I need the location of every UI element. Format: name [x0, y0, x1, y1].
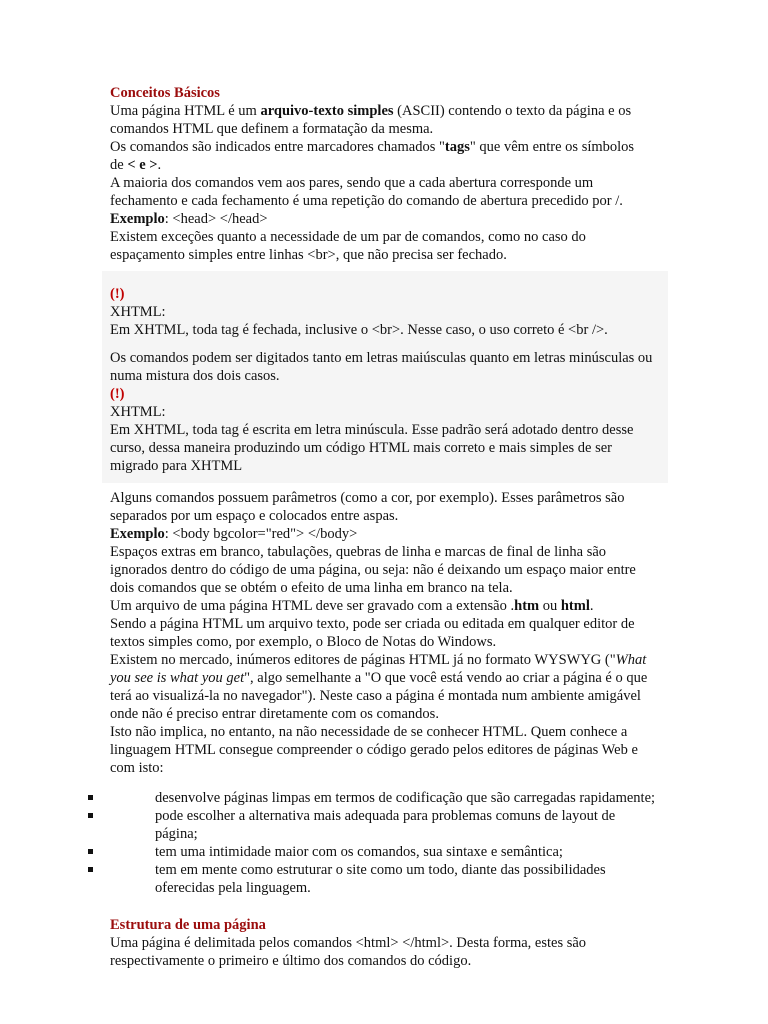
text-run: .: [157, 157, 162, 173]
square-bullet-icon: [88, 849, 93, 854]
example-label: Exemplo: [110, 526, 165, 542]
warning-mark: (!): [110, 386, 125, 402]
list-item: [88, 807, 658, 843]
example-label: Exemplo: [110, 211, 165, 227]
text-run: (ASCII) contendo o texto da página e os comandos HTML que definem a formatação da mesma.: [110, 103, 632, 137]
text-run: Existem no mercado, inúmeros editores de páginas HTML já no formato WYSWYG (": [110, 652, 616, 668]
text-run: .: [589, 598, 594, 614]
paragraph-tags: [110, 138, 658, 174]
bold-term: < e >: [127, 157, 158, 173]
paragraph-extension: [110, 597, 658, 615]
list-item-text: desenvolve páginas limpas em termos de codificação que são carregadas rapidamente;: [155, 790, 656, 806]
square-bullet-icon: [88, 795, 93, 800]
bold-term: htm: [514, 598, 540, 614]
paragraph-exceptions: Existem exceções quanto a necessidade de um par de comandos, como no caso do espaçamento simples entre linhas <br>, que não precisa ser fechado.: [110, 229, 586, 263]
example-code: : <head> </head>: [164, 211, 268, 227]
list-item: [88, 861, 658, 897]
paragraph-parameters: Alguns comandos possuem parâmetros (como a cor, por exemplo). Esses parâmetros são separados por um espaço e colocados entre aspas.: [110, 490, 625, 524]
example-head: [110, 210, 658, 228]
paragraph-whitespace: Espaços extras em branco, tabulações, quebras de linha e marcas de final de linha são ignorados dentro do código de uma página, ou seja: não é deixando um espaço maior entre dois comandos que se obtém o efeito de uma linha em branco na tela.: [110, 544, 636, 596]
text-run: Uma página HTML é um: [110, 103, 261, 119]
paragraph-pairs: A maioria dos comandos vem aos pares, sendo que a cada abertura corresponde um fechamento e cada fechamento é uma repetição do comando de abertura precedido por /.: [110, 175, 623, 209]
note-text: Em XHTML, toda tag é fechada, inclusive o <br>. Nesse caso, o uso correto é <br />.: [110, 322, 608, 338]
text-run: ou: [539, 598, 561, 614]
bold-term: html: [560, 598, 590, 614]
note-text: Em XHTML, toda tag é escrita em letra minúscula. Esse padrão será adotado dentro desse curso, dessa maneira produzindo um código HTML mais correto e mais simples de ser migrado para XHTML: [110, 422, 634, 474]
list-item-text: pode escolher a alternativa mais adequada para problemas comuns de layout de página;: [155, 808, 616, 842]
list-item: [88, 789, 658, 807]
square-bullet-icon: [88, 867, 93, 872]
list-item: [88, 843, 658, 861]
xhtml-note-lowercase: [102, 346, 668, 483]
section-title-structure: Estrutura de uma página: [110, 917, 266, 933]
italic-phrase: What you see is what you get: [110, 652, 647, 686]
text-run: Um arquivo de uma página HTML deve ser gravado com a extensão .: [110, 598, 515, 614]
paragraph-editor: Sendo a página HTML um arquivo texto, pode ser criada ou editada em qualquer editor de textos simples como, por exemplo, o Bloco de Notas do Windows.: [110, 616, 635, 650]
note-intro: Os comandos podem ser digitados tanto em letras maiúsculas quanto em letras minúsculas ou numa mistura dos dois casos.: [110, 350, 653, 384]
benefits-list: [88, 789, 658, 897]
xhtml-note-closed-tags: [102, 271, 668, 346]
list-item-text: tem uma intimidade maior com os comandos, sua sintaxe e semântica;: [155, 844, 563, 860]
paragraph-structure: Uma página é delimitada pelos comandos <html> </html>. Desta forma, estes são respectivamente o primeiro e último dos comandos do código.: [110, 935, 587, 969]
list-item-text: tem em mente como estruturar o site como um todo, diante das possibilidades oferecidas pela linguagem.: [155, 862, 606, 896]
text-run: ", algo semelhante a "O que você está vendo ao criar a página é o que terá ao visualizá-la no navegador"). Neste caso a página é montada num ambiente amigável onde não é preciso entrar diretamente com os comandos.: [110, 670, 648, 722]
paragraph-html-page: [110, 102, 658, 138]
warning-mark: (!): [110, 286, 125, 302]
note-title: XHTML:: [110, 304, 166, 320]
text-run: " que vêm entre os símbolos: [469, 139, 635, 155]
section-title-basics: Conceitos Básicos: [110, 85, 220, 101]
bold-term: arquivo-texto simples: [260, 103, 394, 119]
document-content: [110, 84, 658, 970]
text-run: de: [110, 157, 128, 173]
text-run: Os comandos são indicados entre marcadores chamados ": [110, 139, 445, 155]
paragraph-knowledge: Isto não implica, no entanto, na não necessidade de se conhecer HTML. Quem conhece a linguagem HTML consegue compreender o código gerado pelos editores de páginas Web e com isto:: [110, 724, 638, 776]
square-bullet-icon: [88, 813, 93, 818]
bold-term: tags: [444, 139, 470, 155]
example-code: : <body bgcolor="red"> </body>: [164, 526, 358, 542]
example-body: [110, 525, 658, 543]
note-title: XHTML:: [110, 404, 166, 420]
paragraph-wysiwyg: [110, 651, 658, 723]
